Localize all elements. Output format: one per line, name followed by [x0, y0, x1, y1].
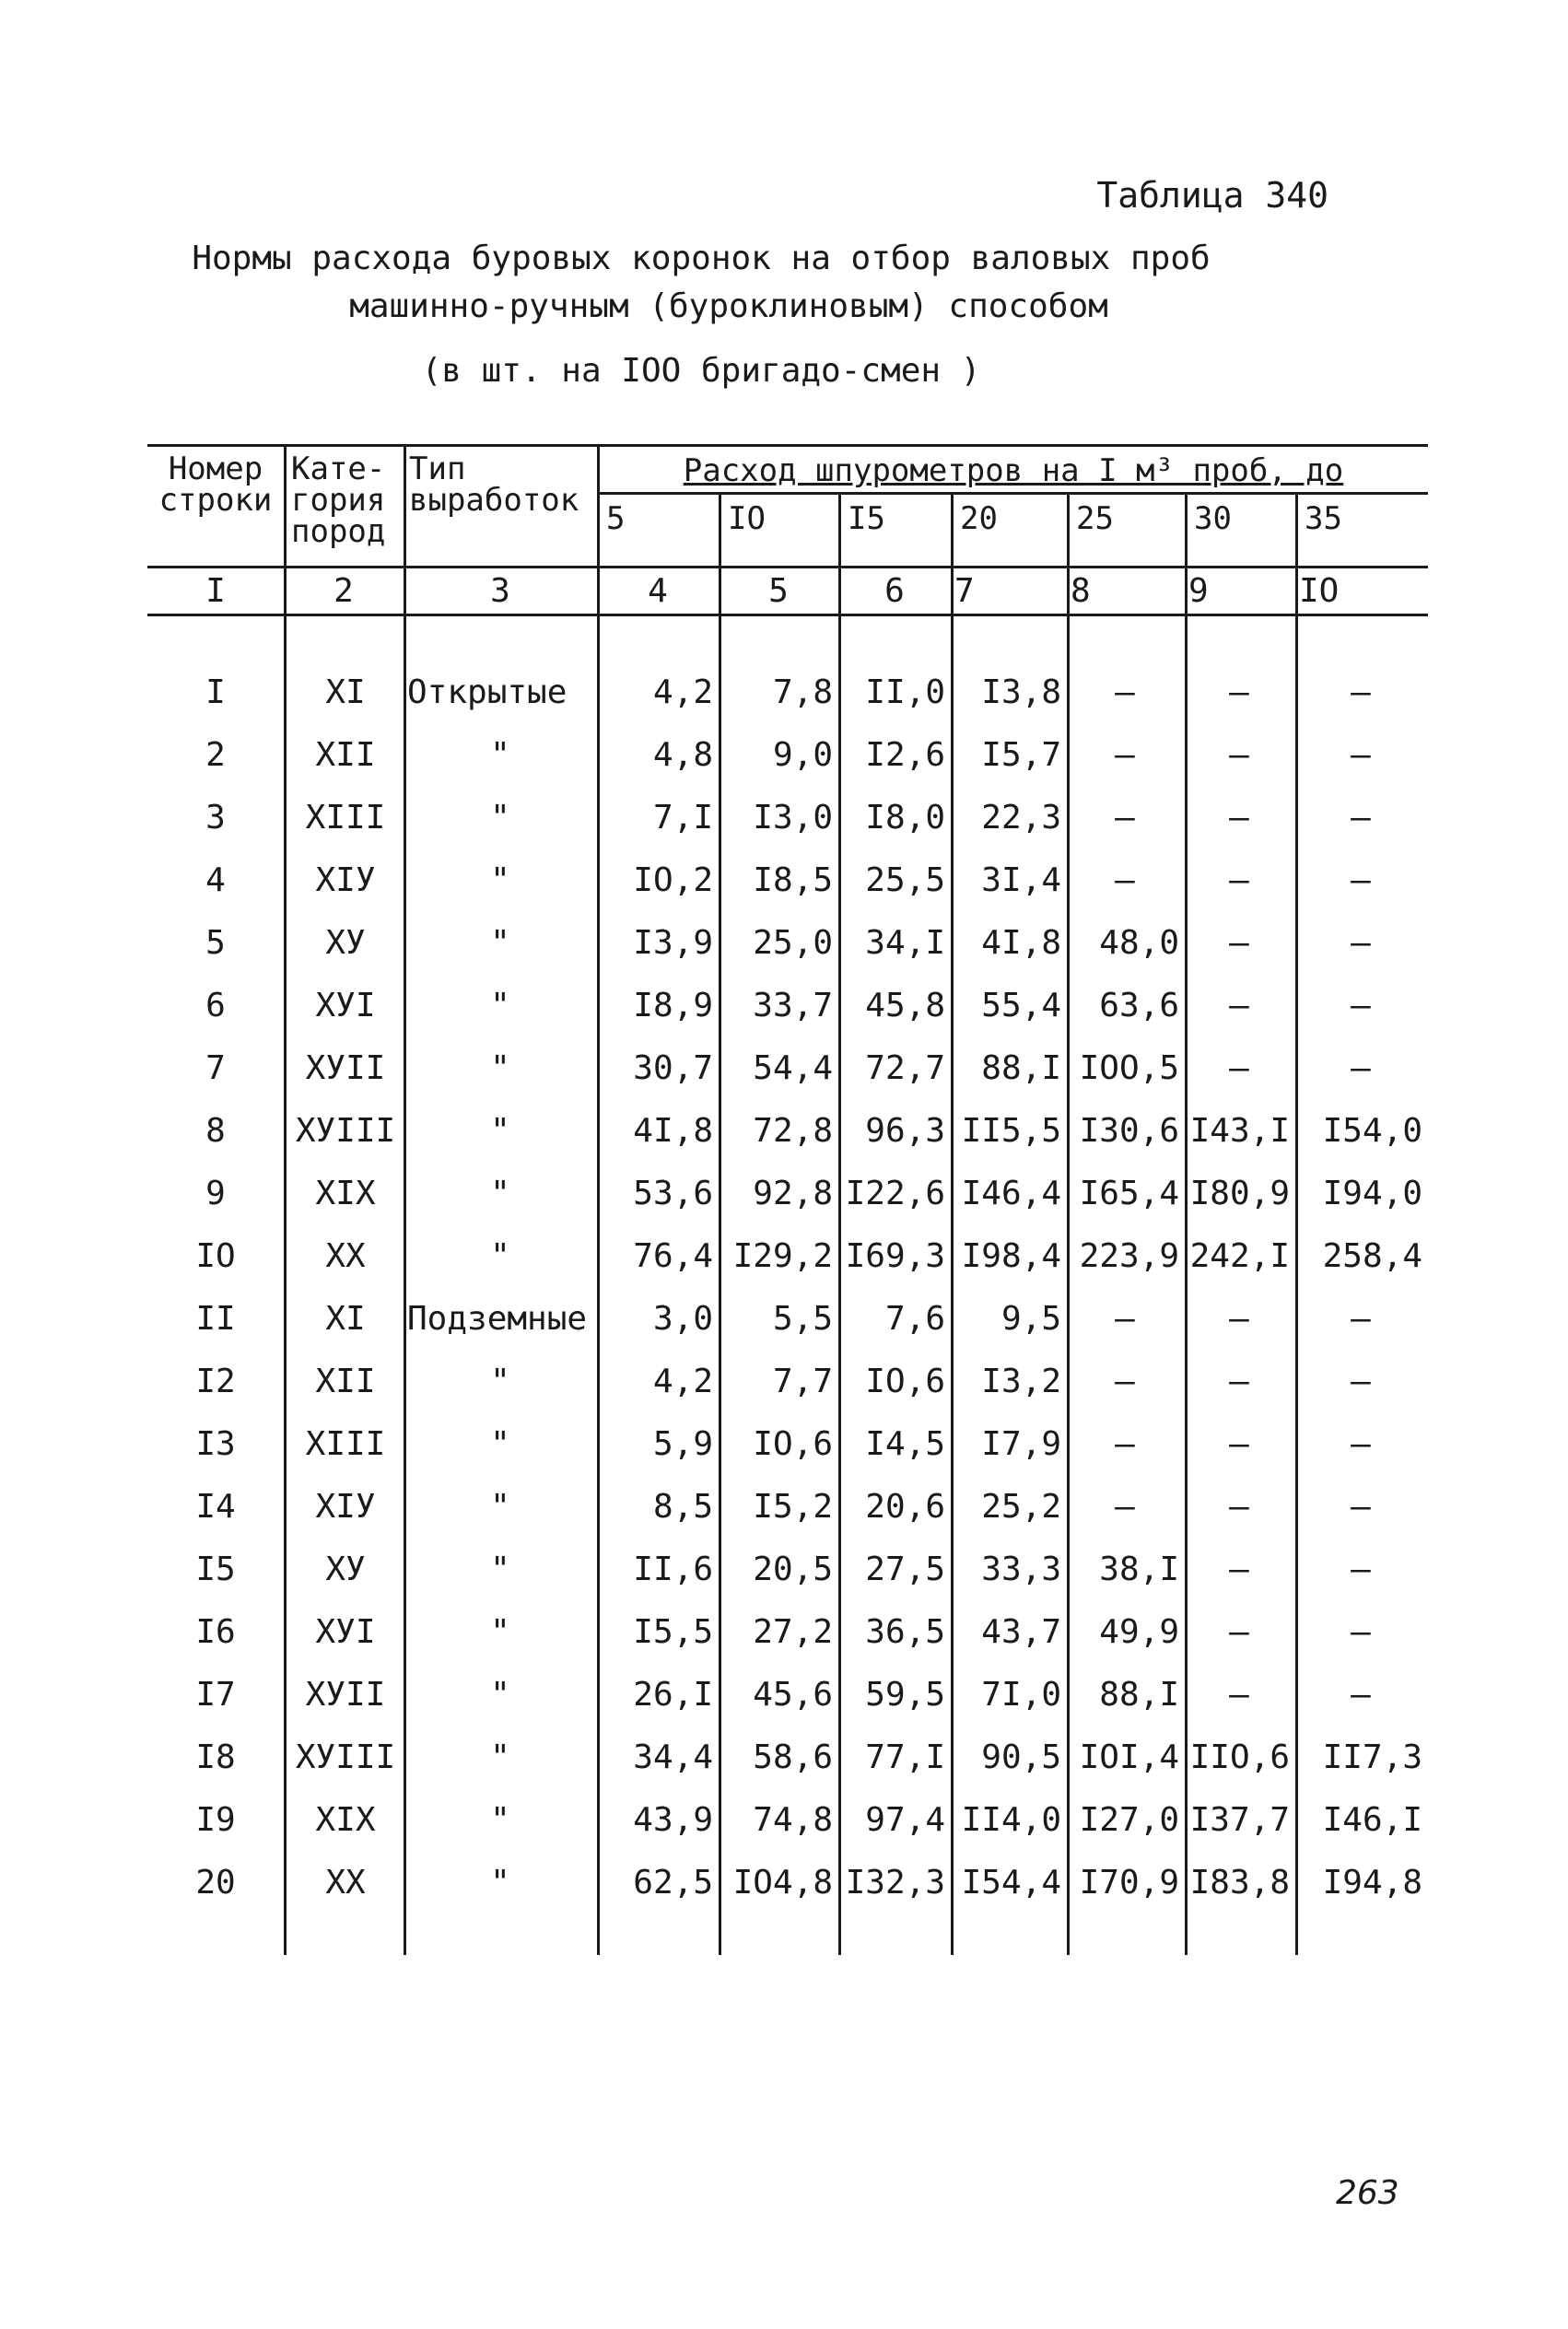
category-cell: ХУIII [295, 1738, 396, 1776]
value-cell: – [1351, 1300, 1371, 1338]
type-cell: " [490, 1175, 510, 1212]
title-line-3: (в шт. на IOO бригадо-смен ) [421, 352, 981, 390]
row-number-cell: I9 [195, 1801, 236, 1839]
value-cell: I70,9 [1079, 1864, 1179, 1902]
category-cell: XIX [315, 1801, 376, 1839]
value-cell: – [1351, 1425, 1371, 1463]
value-cell: – [1351, 1551, 1371, 1588]
value-cell: 88,I [1099, 1676, 1179, 1714]
row-number-cell: 6 [205, 987, 226, 1024]
type-cell: " [490, 1738, 510, 1776]
type-cell: " [490, 1864, 510, 1902]
row-number-cell: IO [195, 1237, 236, 1275]
value-cell: 63,6 [1099, 987, 1179, 1024]
value-cell: 74,8 [753, 1801, 833, 1839]
header-category [291, 451, 402, 550]
value-cell: I3,9 [633, 924, 713, 962]
value-cell: 72,8 [753, 1112, 833, 1150]
value-cell: 7,7 [772, 1363, 833, 1400]
value-cell: 62,5 [633, 1864, 713, 1902]
value-cell: 4,8 [652, 736, 713, 774]
row-number-cell: 7 [205, 1049, 226, 1087]
value-cell: – [1115, 1363, 1135, 1400]
value-cell: 49,9 [1099, 1613, 1179, 1651]
column-number-cell: 6 [884, 572, 905, 610]
column-number-rule [147, 614, 1428, 616]
category-cell: XX [325, 1237, 366, 1275]
category-cell: ХУII [305, 1676, 386, 1714]
value-cell: 20,5 [753, 1551, 833, 1588]
value-cell: I46,I [1322, 1801, 1422, 1839]
value-cell: 33,7 [753, 987, 833, 1024]
value-cell: I32,3 [845, 1864, 945, 1902]
value-cell: I27,0 [1079, 1801, 1179, 1839]
col-divider-1 [284, 444, 287, 1955]
category-cell: XII [315, 1363, 376, 1400]
value-cell: 5,5 [772, 1300, 833, 1338]
value-cell: I54,0 [1322, 1112, 1422, 1150]
value-cell: I5,2 [753, 1488, 833, 1526]
value-cell: 43,9 [633, 1801, 713, 1839]
header-consumption-value: IO [728, 500, 766, 537]
value-cell: 4I,8 [981, 924, 1061, 962]
category-cell: ХУI [315, 987, 376, 1024]
value-cell: 7I,0 [981, 1676, 1061, 1714]
value-cell: 9,5 [1000, 1300, 1061, 1338]
value-cell: 7,6 [884, 1300, 945, 1338]
column-number-cell: 2 [333, 572, 354, 610]
value-cell: I5,5 [633, 1613, 713, 1651]
value-cell: IIO,6 [1189, 1738, 1290, 1776]
column-number-cell: 8 [1071, 572, 1091, 610]
value-cell: – [1115, 1300, 1135, 1338]
value-cell: 4,2 [652, 673, 713, 711]
value-cell: – [1351, 1676, 1371, 1714]
value-cell: 53,6 [633, 1175, 713, 1212]
header-consumption-value: 30 [1194, 500, 1232, 537]
type-cell: " [490, 1363, 510, 1400]
row-number-cell: I6 [195, 1613, 236, 1651]
type-cell: " [490, 799, 510, 837]
type-cell: Подземные [407, 1300, 588, 1338]
type-cell: " [490, 987, 510, 1024]
type-cell: " [490, 1551, 510, 1588]
col-divider-5 [838, 492, 841, 1955]
header-category-line2: гория [291, 482, 386, 519]
type-cell: Открытые [407, 673, 568, 711]
type-cell: " [490, 1676, 510, 1714]
value-cell: 7,8 [772, 673, 833, 711]
row-number-cell: I5 [195, 1551, 236, 1588]
value-cell: 3,0 [652, 1300, 713, 1338]
value-cell: – [1115, 673, 1135, 711]
type-cell: " [490, 924, 510, 962]
value-cell: – [1351, 924, 1371, 962]
row-number-cell: I4 [195, 1488, 236, 1526]
value-cell: II4,0 [961, 1801, 1061, 1839]
header-consumption-group: Расход шпурометров на I м³ проб, до [683, 452, 1344, 489]
col-divider-2 [404, 444, 406, 1955]
row-number-cell: I7 [195, 1676, 236, 1714]
value-cell: 8,5 [652, 1488, 713, 1526]
value-cell: 96,3 [865, 1112, 945, 1150]
value-cell: 30,7 [633, 1049, 713, 1087]
value-cell: I65,4 [1079, 1175, 1179, 1212]
type-cell: " [490, 1801, 510, 1839]
column-number-cell: 7 [954, 572, 975, 610]
value-cell: – [1351, 799, 1371, 837]
value-cell: – [1229, 1676, 1249, 1714]
column-number-cell: 4 [648, 572, 668, 610]
value-cell: – [1351, 1488, 1371, 1526]
type-cell: " [490, 1237, 510, 1275]
value-cell: I98,4 [961, 1237, 1061, 1275]
header-type-line1: Тип [409, 451, 466, 487]
category-cell: ХУ [325, 1551, 366, 1588]
header-consumption-value: 20 [960, 500, 998, 537]
category-cell: XIII [305, 799, 386, 837]
col-divider-3 [597, 444, 600, 1955]
value-cell: 55,4 [981, 987, 1061, 1024]
value-cell: 90,5 [981, 1738, 1061, 1776]
value-cell: 77,I [865, 1738, 945, 1776]
value-cell: 36,5 [865, 1613, 945, 1651]
type-cell: " [490, 1425, 510, 1463]
header-consumption-value: 5 [606, 500, 626, 537]
value-cell: 97,4 [865, 1801, 945, 1839]
value-cell: – [1115, 861, 1135, 899]
value-cell: I94,0 [1322, 1175, 1422, 1212]
col-divider-8 [1185, 492, 1188, 1955]
value-cell: 48,0 [1099, 924, 1179, 962]
header-consumption-value: 25 [1076, 500, 1114, 537]
row-number-cell: I [205, 673, 226, 711]
value-cell: II5,5 [961, 1112, 1061, 1150]
page-number: 263 [1336, 2174, 1399, 2212]
header-bottom-rule [147, 566, 1428, 568]
value-cell: II7,3 [1322, 1738, 1422, 1776]
category-cell: ХУII [305, 1049, 386, 1087]
value-cell: 9,0 [772, 736, 833, 774]
category-cell: ХУ [325, 924, 366, 962]
value-cell: 54,4 [753, 1049, 833, 1087]
value-cell: I3,2 [981, 1363, 1061, 1400]
category-cell: ХУIII [295, 1112, 396, 1150]
value-cell: – [1351, 1613, 1371, 1651]
col-divider-4 [719, 492, 721, 1955]
value-cell: 3I,4 [981, 861, 1061, 899]
row-number-cell: II [195, 1300, 236, 1338]
value-cell: – [1115, 1425, 1135, 1463]
value-cell: IO,6 [753, 1425, 833, 1463]
value-cell: IO,2 [633, 861, 713, 899]
value-cell: I2,6 [865, 736, 945, 774]
value-cell: – [1351, 673, 1371, 711]
category-cell: XIII [305, 1425, 386, 1463]
value-cell: I22,6 [845, 1175, 945, 1212]
value-cell: 45,6 [753, 1676, 833, 1714]
header-row-number-line2: строки [158, 482, 273, 519]
value-cell: I7,9 [981, 1425, 1061, 1463]
value-cell: 58,6 [753, 1738, 833, 1776]
value-cell: – [1351, 1049, 1371, 1087]
row-number-cell: 4 [205, 861, 226, 899]
category-cell: XI [325, 1300, 366, 1338]
row-number-cell: 2 [205, 736, 226, 774]
column-number-cell: IO [1299, 572, 1340, 610]
title-line-2: машинно-ручным (буроклиновым) способом [349, 287, 1108, 325]
value-cell: 4I,8 [633, 1112, 713, 1150]
row-number-cell: I8 [195, 1738, 236, 1776]
value-cell: 33,3 [981, 1551, 1061, 1588]
value-cell: – [1351, 1363, 1371, 1400]
col-divider-6 [951, 492, 954, 1955]
value-cell: – [1115, 736, 1135, 774]
title-line-1: Нормы расхода буровых коронок на отбор валовых проб [192, 240, 1211, 277]
value-cell: 43,7 [981, 1613, 1061, 1651]
value-cell: – [1351, 987, 1371, 1024]
value-cell: 92,8 [753, 1175, 833, 1212]
value-cell: II,0 [865, 673, 945, 711]
column-number-cell: 5 [768, 572, 789, 610]
value-cell: – [1229, 861, 1249, 899]
category-cell: XII [315, 736, 376, 774]
header-consumption-value: I5 [848, 500, 885, 537]
category-cell: XIУ [315, 861, 376, 899]
table-title [0, 235, 1568, 395]
value-cell: – [1229, 1551, 1249, 1588]
value-cell: IOI,4 [1079, 1738, 1179, 1776]
value-cell: 7,I [652, 799, 713, 837]
value-cell: I43,I [1189, 1112, 1290, 1150]
value-cell: I3,8 [981, 673, 1061, 711]
value-cell: I46,4 [961, 1175, 1061, 1212]
column-number-cell: I [205, 572, 226, 610]
value-cell: I94,8 [1322, 1864, 1422, 1902]
table-number: Таблица 340 [1096, 175, 1328, 216]
row-number-cell: 9 [205, 1175, 226, 1212]
row-number-cell: 20 [195, 1864, 236, 1902]
row-number-cell: 8 [205, 1112, 226, 1150]
row-number-cell: 3 [205, 799, 226, 837]
header-category-line1: Кате- [291, 451, 386, 487]
type-cell: " [490, 1112, 510, 1150]
value-cell: 88,I [981, 1049, 1061, 1087]
type-cell: " [490, 736, 510, 774]
value-cell: II,6 [633, 1551, 713, 1588]
row-number-cell: 5 [205, 924, 226, 962]
type-cell: " [490, 1613, 510, 1651]
header-type-line2: выработок [409, 482, 579, 519]
col-divider-9 [1295, 492, 1298, 1955]
value-cell: 4,2 [652, 1363, 713, 1400]
value-cell: 59,5 [865, 1676, 945, 1714]
value-cell: 38,I [1099, 1551, 1179, 1588]
header-split-rule [597, 492, 1428, 495]
value-cell: I83,8 [1189, 1864, 1290, 1902]
consumption-table [147, 444, 1428, 1955]
value-cell: – [1229, 673, 1249, 711]
value-cell: 223,9 [1079, 1237, 1179, 1275]
value-cell: 76,4 [633, 1237, 713, 1275]
value-cell: – [1115, 799, 1135, 837]
value-cell: 25,5 [865, 861, 945, 899]
value-cell: IO4,8 [732, 1864, 833, 1902]
value-cell: – [1229, 1300, 1249, 1338]
value-cell: 25,2 [981, 1488, 1061, 1526]
value-cell: – [1229, 924, 1249, 962]
col-divider-7 [1067, 492, 1070, 1955]
value-cell: I3,0 [753, 799, 833, 837]
value-cell: 72,7 [865, 1049, 945, 1087]
value-cell: 34,4 [633, 1738, 713, 1776]
type-cell: " [490, 1049, 510, 1087]
value-cell: – [1229, 1363, 1249, 1400]
value-cell: – [1229, 799, 1249, 837]
value-cell: 22,3 [981, 799, 1061, 837]
type-cell: " [490, 1488, 510, 1526]
value-cell: 45,8 [865, 987, 945, 1024]
value-cell: – [1229, 1488, 1249, 1526]
header-row-number-line1: Номер [168, 451, 263, 487]
value-cell: – [1229, 987, 1249, 1024]
category-cell: XI [325, 673, 366, 711]
type-cell: " [490, 861, 510, 899]
header-row-number [147, 451, 284, 519]
value-cell: I54,4 [961, 1864, 1061, 1902]
value-cell: I4,5 [865, 1425, 945, 1463]
value-cell: 26,I [633, 1676, 713, 1714]
value-cell: 5,9 [652, 1425, 713, 1463]
header-consumption-value: 35 [1305, 500, 1342, 537]
header-category-line3: пород [291, 513, 386, 550]
value-cell: – [1229, 1613, 1249, 1651]
category-cell: XIУ [315, 1488, 376, 1526]
value-cell: 27,5 [865, 1551, 945, 1588]
value-cell: I37,7 [1189, 1801, 1290, 1839]
value-cell: I5,7 [981, 736, 1061, 774]
category-cell: XX [325, 1864, 366, 1902]
value-cell: – [1115, 1488, 1135, 1526]
value-cell: – [1351, 861, 1371, 899]
value-cell: 34,I [865, 924, 945, 962]
category-cell: XIX [315, 1175, 376, 1212]
value-cell: I29,2 [732, 1237, 833, 1275]
value-cell: – [1351, 736, 1371, 774]
value-cell: – [1229, 1049, 1249, 1087]
header-type [409, 451, 593, 519]
column-number-cell: 3 [490, 572, 510, 610]
value-cell: IOO,5 [1079, 1049, 1179, 1087]
column-number-cell: 9 [1188, 572, 1209, 610]
row-number-cell: I3 [195, 1425, 236, 1463]
value-cell: I30,6 [1079, 1112, 1179, 1150]
value-cell: 25,0 [753, 924, 833, 962]
table-top-rule [147, 444, 1428, 447]
value-cell: – [1229, 736, 1249, 774]
value-cell: I8,5 [753, 861, 833, 899]
value-cell: 242,I [1189, 1237, 1290, 1275]
value-cell: – [1229, 1425, 1249, 1463]
value-cell: 27,2 [753, 1613, 833, 1651]
value-cell: 20,6 [865, 1488, 945, 1526]
category-cell: ХУI [315, 1613, 376, 1651]
value-cell: I8,9 [633, 987, 713, 1024]
value-cell: I69,3 [845, 1237, 945, 1275]
value-cell: IO,6 [865, 1363, 945, 1400]
row-number-cell: I2 [195, 1363, 236, 1400]
value-cell: 258,4 [1322, 1237, 1422, 1275]
value-cell: I8,0 [865, 799, 945, 837]
value-cell: I80,9 [1189, 1175, 1290, 1212]
